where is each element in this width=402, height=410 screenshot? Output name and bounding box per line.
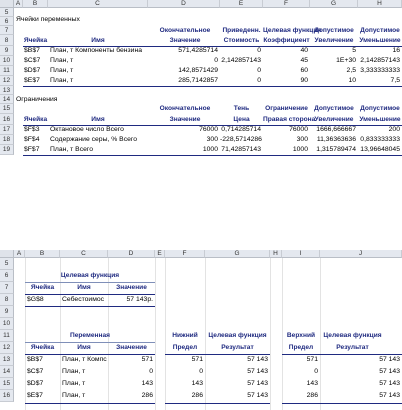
variable-cell: $E$7 <box>27 392 43 399</box>
variable-value: 0 <box>149 368 153 375</box>
column-header-b[interactable]: B <box>23 0 48 8</box>
con-shadow: 71,42857143 <box>221 146 261 153</box>
var-final: 285,7142857 <box>178 77 218 84</box>
column-header-e[interactable]: E <box>220 0 263 8</box>
column-header-b[interactable]: B <box>25 250 60 258</box>
header-final-value: Окончательное <box>159 105 211 112</box>
var-final: 142,8571429 <box>178 67 218 74</box>
lower-header-divider <box>165 354 270 355</box>
row-header[interactable]: 6 <box>0 270 14 282</box>
header-allowable-increase: Допустимое <box>314 27 354 34</box>
var-final: 571,4285714 <box>178 47 218 54</box>
objective-bottom-border <box>25 306 155 307</box>
var-dec: 7,5 <box>390 77 400 84</box>
objective-header-divider <box>25 294 155 295</box>
row-header[interactable]: 7 <box>0 282 14 294</box>
variable-value: 571 <box>141 356 153 363</box>
select-all-corner[interactable] <box>0 250 14 258</box>
header-allowable-decrease-2: Уменьшение <box>359 37 401 44</box>
upper-result: 57 143 <box>379 368 400 375</box>
lower-limit: 0 <box>199 368 203 375</box>
var-dec: 2,142857143 <box>360 57 400 64</box>
column-header-c[interactable]: C <box>48 0 148 8</box>
column-header-h[interactable]: H <box>270 250 282 258</box>
column-header-j[interactable]: J <box>320 250 402 258</box>
upper-limit-header: Верхний <box>286 332 316 339</box>
con-rhs: 300 <box>296 136 308 143</box>
con-inc: 1666,666667 <box>316 126 356 133</box>
header-constraint-rhs-2: Правая сторона <box>263 116 316 123</box>
row-header[interactable]: 12 <box>0 342 14 354</box>
var-inc: 2,5 <box>346 67 356 74</box>
row-header[interactable]: 8 <box>0 294 14 306</box>
header-shadow-price: Тень <box>233 105 250 112</box>
upper-bottom-border <box>282 403 402 404</box>
column-header-d[interactable]: D <box>148 0 220 8</box>
column-header-g[interactable]: G <box>310 0 358 8</box>
variable-cell: $C$7 <box>27 368 44 375</box>
section-title-variables: Ячейки переменных <box>16 16 80 23</box>
row-header[interactable]: 15 <box>0 104 14 114</box>
column-header-a[interactable]: A <box>14 250 25 258</box>
upper-limit: 571 <box>306 356 318 363</box>
variable-header-cell: Ячейка <box>30 344 55 351</box>
column-header-a[interactable]: A <box>14 0 23 8</box>
upper-limit: 286 <box>306 392 318 399</box>
lower-objective-header-2: Результат <box>221 344 254 351</box>
lower-limit: 143 <box>191 380 203 387</box>
variable-header-name: Имя <box>77 344 91 351</box>
row-header[interactable]: 12 <box>0 76 14 86</box>
lower-limit: 571 <box>191 356 203 363</box>
header-allowable-increase-2: Увеличение <box>314 116 354 123</box>
row-header[interactable]: 18 <box>0 135 14 145</box>
objective-name: Себестоимос <box>62 296 105 303</box>
header-final-value-2: Значение <box>169 37 201 44</box>
header-objective-coef: Целевая функция <box>263 27 322 34</box>
row-header[interactable]: 10 <box>0 56 14 66</box>
var-name: План, т <box>50 57 74 64</box>
header-cell: Ячейка <box>23 116 48 123</box>
column-header-f[interactable]: F <box>263 0 310 8</box>
column-header-h[interactable]: H <box>358 0 402 8</box>
var-coef: 60 <box>300 67 308 74</box>
variable-name: План, т <box>62 380 86 387</box>
con-shadow: -228,5714286 <box>220 136 262 143</box>
con-name: Содержание серы, % Всего <box>50 136 137 143</box>
upper-result: 57 143 <box>379 356 400 363</box>
column-header-e[interactable]: E <box>155 250 165 258</box>
objective-header-cell: Ячейка <box>30 284 55 291</box>
variable-name: План, т Компс <box>62 356 107 363</box>
header-name: Имя <box>91 116 105 123</box>
lower-result: 57 143 <box>247 392 268 399</box>
con-dec: 13,96648045 <box>360 146 400 153</box>
variable-header-divider <box>25 354 155 355</box>
table-bottom-border <box>23 155 402 156</box>
row-header[interactable]: 15 <box>0 378 14 390</box>
var-name: План, т Компоненты бензина <box>50 47 143 54</box>
upper-result: 57 143 <box>379 392 400 399</box>
var-reduced: 0 <box>257 77 261 84</box>
header-allowable-decrease: Допустимое <box>360 27 400 34</box>
header-name: Имя <box>91 37 105 44</box>
row-header[interactable]: 13 <box>0 86 14 95</box>
var-cell: $B$7 <box>24 47 40 54</box>
con-dec: 200 <box>388 126 400 133</box>
var-dec: 3,333333333 <box>360 67 400 74</box>
upper-result: 57 143 <box>379 380 400 387</box>
column-header-f[interactable]: F <box>165 250 205 258</box>
row-header[interactable]: 14 <box>0 366 14 378</box>
con-rhs: 1000 <box>292 146 308 153</box>
variable-value: 286 <box>141 392 153 399</box>
var-dec: 16 <box>392 47 400 54</box>
grid-line <box>155 258 156 410</box>
lower-result: 57 143 <box>247 380 268 387</box>
objective-title: Целевая функция <box>60 272 120 279</box>
row-header[interactable]: 13 <box>0 354 14 366</box>
var-reduced: 0 <box>257 47 261 54</box>
var-coef: 45 <box>300 57 308 64</box>
lower-result: 57 143 <box>247 368 268 375</box>
header-final-value: Окончательное <box>159 27 211 34</box>
row-header[interactable]: 11 <box>0 66 14 76</box>
variable-title-underline <box>25 342 155 343</box>
limits-report-sheet <box>0 250 402 410</box>
row-header[interactable]: 9 <box>0 306 14 318</box>
con-shadow: 0,714285714 <box>221 126 261 133</box>
row-header[interactable]: 16 <box>0 114 14 125</box>
header-objective-coef-2: Коэффициент <box>263 37 310 44</box>
variable-cell: $B$7 <box>27 356 43 363</box>
variable-header-value: Значение <box>116 344 147 351</box>
con-cell: $F$3 <box>24 126 40 133</box>
row-header[interactable]: 6 <box>0 17 14 26</box>
header-constraint-rhs: Ограничение <box>265 105 308 112</box>
var-cell: $E$7 <box>24 77 40 84</box>
row-header[interactable]: 14 <box>0 95 14 104</box>
upper-objective-header-2: Результат <box>336 344 369 351</box>
lower-bottom-border <box>165 403 270 404</box>
upper-header-divider <box>282 354 402 355</box>
upper-objective-header: Целевая функция <box>323 332 382 339</box>
con-cell: $F$7 <box>24 146 40 153</box>
header-allowable-decrease-2: Уменьшение <box>359 116 401 123</box>
var-cell: $D$7 <box>24 67 41 74</box>
variable-bottom-border <box>25 403 155 404</box>
upper-limit-header-2: Предел <box>288 344 314 351</box>
var-name: План, т <box>50 77 74 84</box>
row-header[interactable]: 17 <box>0 125 14 135</box>
header-cell: Ячейка <box>23 37 48 44</box>
select-all-corner[interactable] <box>0 0 14 8</box>
upper-limit: 143 <box>306 380 318 387</box>
var-reduced: 0 <box>257 67 261 74</box>
objective-value: 57 143р. <box>126 296 153 303</box>
objective-cell: $G$8 <box>27 296 44 303</box>
con-final: 300 <box>206 136 218 143</box>
row-header[interactable]: 5 <box>0 8 14 17</box>
var-name: План, т <box>50 67 74 74</box>
var-inc: 1E+30 <box>336 57 356 64</box>
con-cell: $F$4 <box>24 136 40 143</box>
row-header[interactable]: 19 <box>0 145 14 155</box>
column-header-d[interactable]: D <box>108 250 155 258</box>
lower-limit: 286 <box>191 392 203 399</box>
row-header[interactable]: 8 <box>0 35 14 46</box>
objective-header-value: Значение <box>116 284 147 291</box>
header-shadow-price-2: Цена <box>233 116 250 123</box>
header-allowable-increase-2: Увеличение <box>314 37 354 44</box>
column-header-i[interactable]: I <box>282 250 320 258</box>
column-header-g[interactable]: G <box>205 250 270 258</box>
var-inc: 10 <box>348 77 356 84</box>
variable-value: 143 <box>141 380 153 387</box>
objective-title-underline <box>25 282 155 283</box>
lower-objective-header: Целевая функция <box>208 332 267 339</box>
variable-name: План, т <box>62 392 86 399</box>
header-allowable-decrease: Допустимое <box>360 105 400 112</box>
row-header[interactable]: 5 <box>0 258 14 270</box>
var-coef: 40 <box>300 47 308 54</box>
upper-limit: 0 <box>314 368 318 375</box>
column-header-c[interactable]: C <box>60 250 108 258</box>
row-header[interactable]: 7 <box>0 26 14 35</box>
grid-line <box>270 258 271 410</box>
con-dec: 0,833333333 <box>360 136 400 143</box>
var-coef: 90 <box>300 77 308 84</box>
header-reduced-cost: Приведенн. <box>222 27 261 34</box>
var-reduced: 2,142857143 <box>221 57 261 64</box>
con-name: План, т Всего <box>50 146 93 153</box>
con-final: 1000 <box>202 146 218 153</box>
variable-cell: $D$7 <box>27 380 44 387</box>
objective-header-name: Имя <box>77 284 91 291</box>
con-inc: 11,36363636 <box>316 136 356 143</box>
row-header[interactable]: 16 <box>0 390 14 402</box>
lower-result: 57 143 <box>247 356 268 363</box>
table-bottom-border <box>23 86 402 87</box>
var-cell: $C$7 <box>24 57 41 64</box>
section-title-constraints: Ограничения <box>16 96 58 103</box>
var-final: 0 <box>214 57 218 64</box>
con-rhs: 76000 <box>289 126 308 133</box>
row-header[interactable]: 10 <box>0 318 14 330</box>
header-reduced-cost-2: Стоимость <box>223 37 260 44</box>
row-header[interactable]: 9 <box>0 46 14 56</box>
con-inc: 1,315789474 <box>316 146 356 153</box>
variable-title: Переменная <box>69 332 111 339</box>
lower-limit-header-2: Предел <box>172 344 198 351</box>
variable-name: План, т <box>62 368 86 375</box>
sensitivity-report-sheet <box>0 0 402 200</box>
row-header[interactable]: 11 <box>0 330 14 342</box>
con-final: 76000 <box>199 126 218 133</box>
lower-limit-header: Нижний <box>172 332 198 339</box>
header-allowable-increase: Допустимое <box>314 105 354 112</box>
var-inc: 5 <box>352 47 356 54</box>
header-final-value-2: Значение <box>169 116 201 123</box>
con-name: Октановое число Всего <box>50 126 124 133</box>
